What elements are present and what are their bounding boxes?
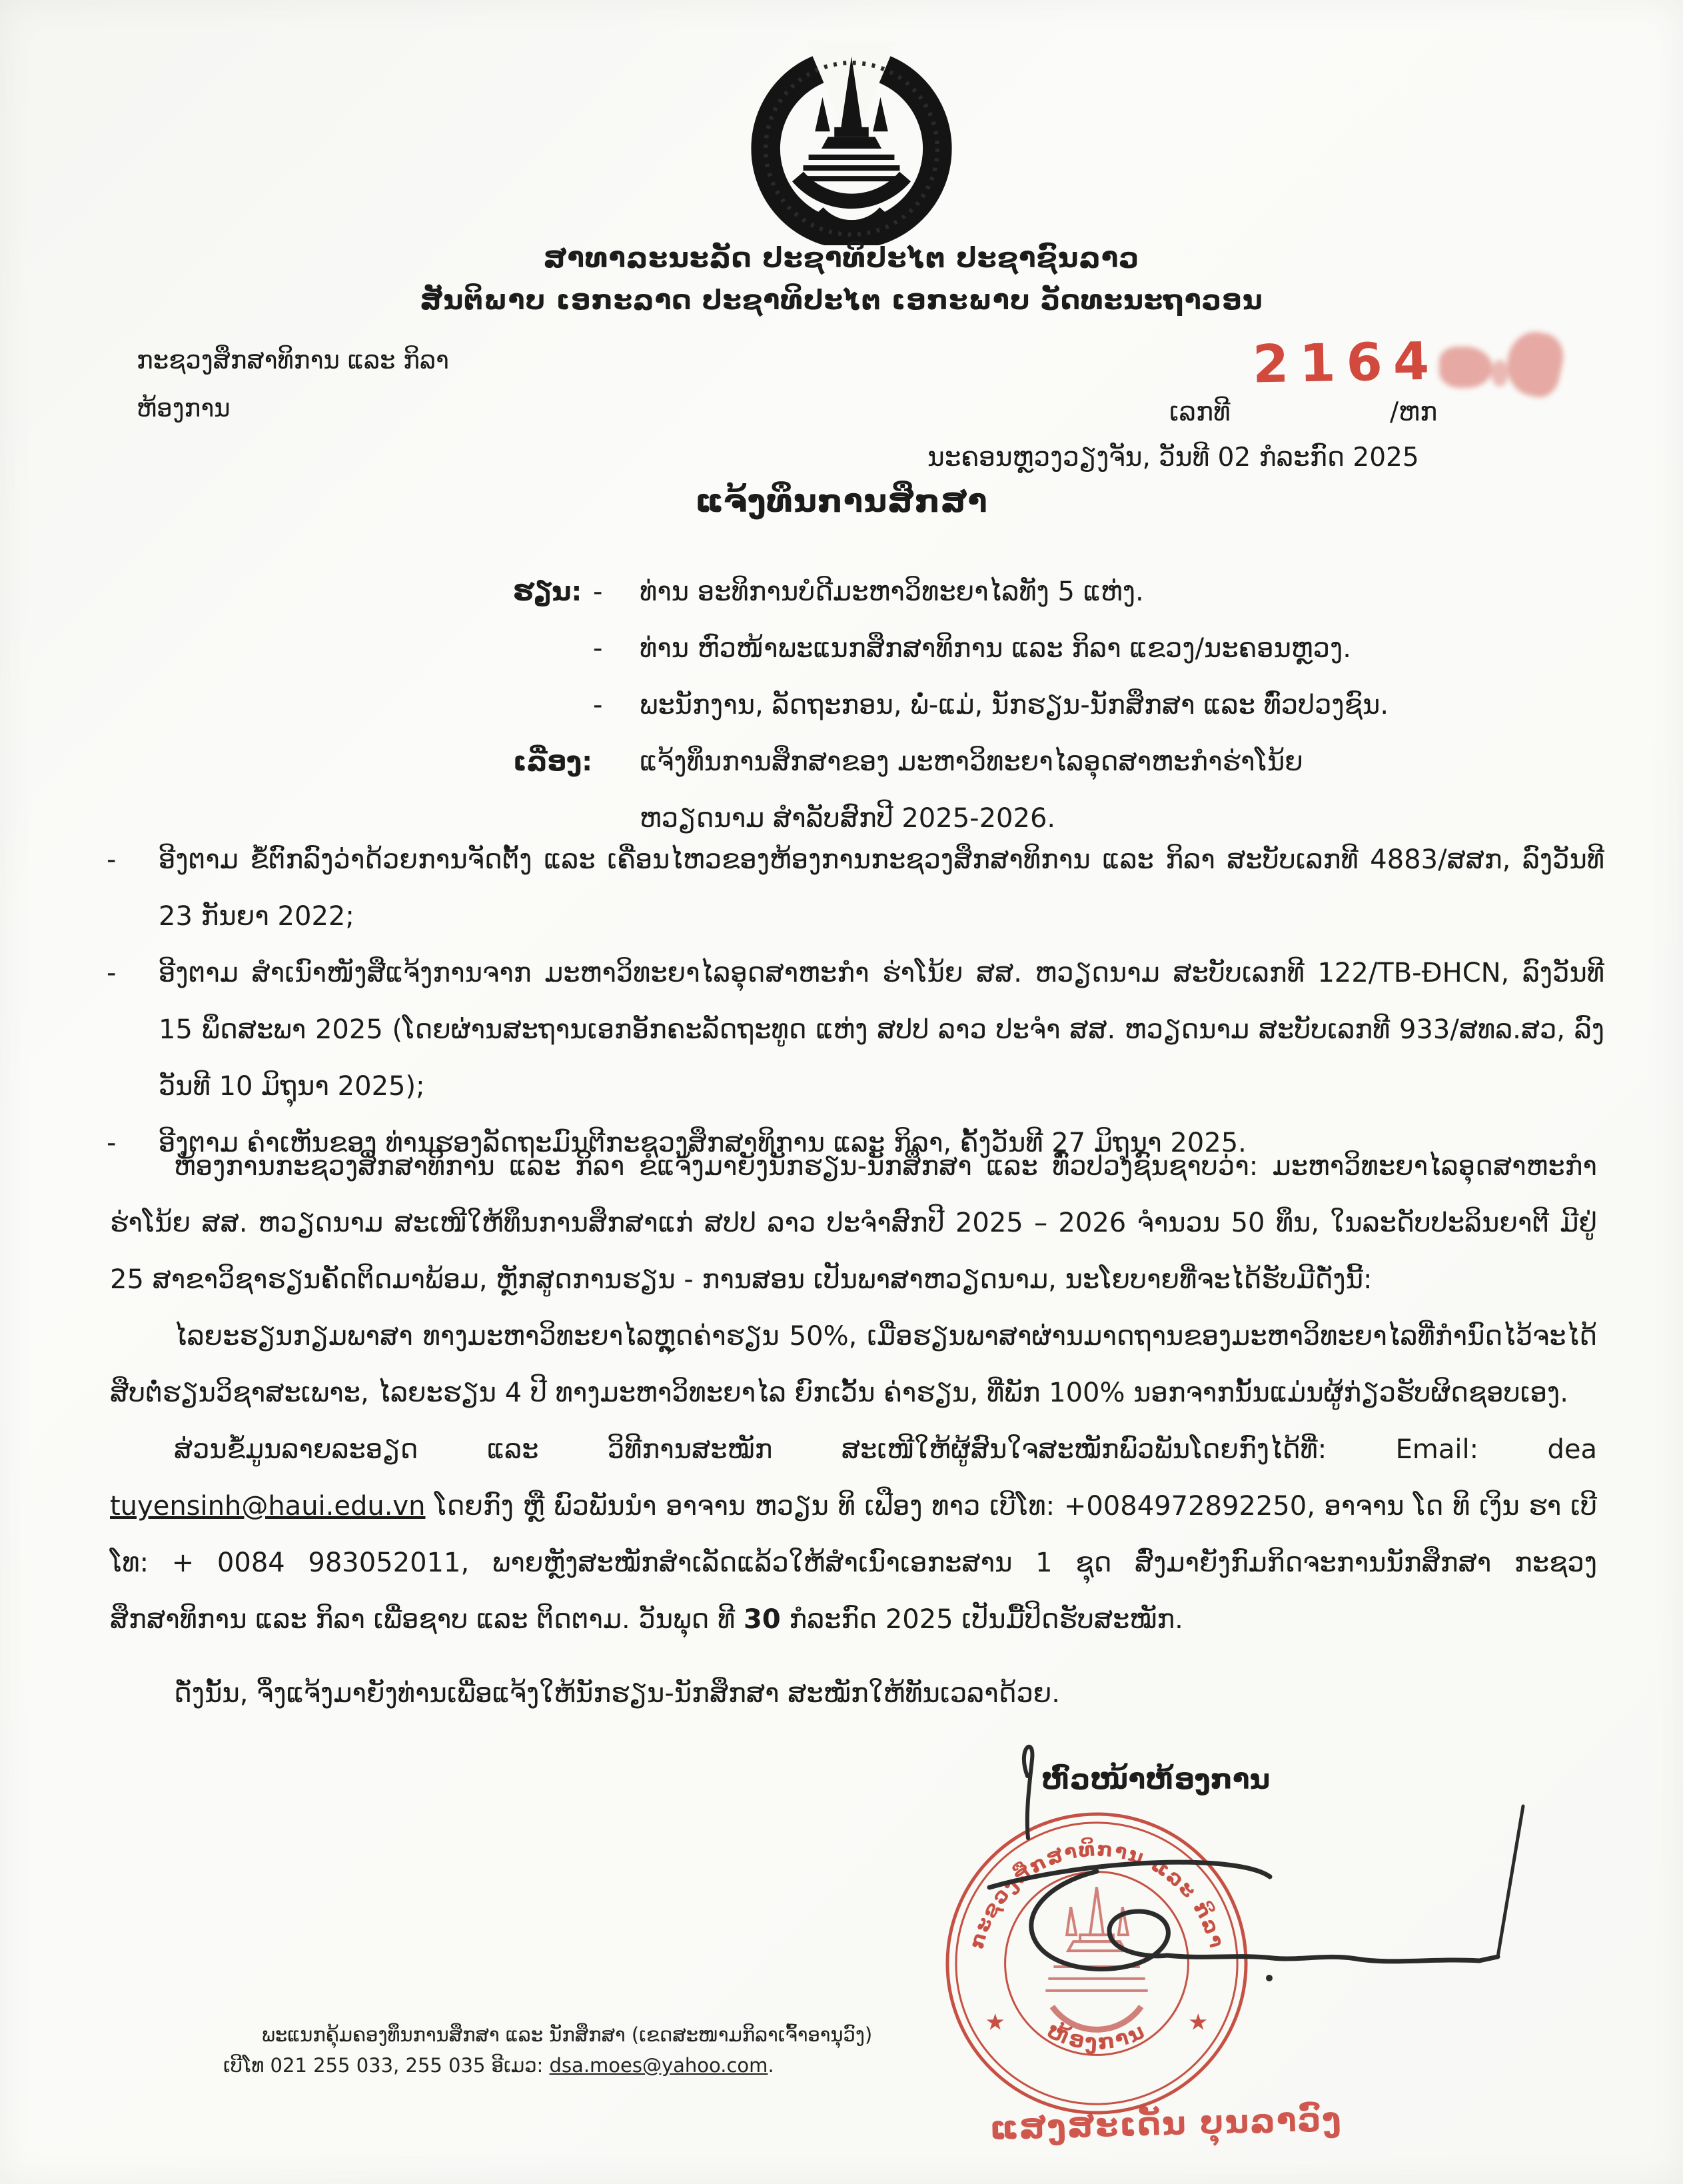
body-paragraph-2: ໄລຍະຮຽນກຽມພາສາ ທາງມະຫາວິທະຍາໄລຫຼຸດຄ່າຮຽນ 50%, ເມື່ອຮຽນພາສາຜ່ານມາດຖານຂອງມະຫາວິທະຍາໄລທີ່ກຳນົດໄວ້ຈະໄດ້ສືບຕໍ່ຮຽນວິຊາສະເພາະ, ໄລຍະຮຽນ 4 ປີ ທາງມະຫາວິທະຍາໄລ ຍົກເວັ້ນ ຄ່າຮຽນ, ທີ່ພັກ 100% ນອກຈາກນັ້ນແມ່ນຜູ້ກ່ຽວຮັບຜິດຊອບເອງ. — [110, 1321, 1597, 1408]
footer-contact-block — [223, 2019, 872, 2081]
spacer — [513, 677, 593, 734]
bullet-dash: - — [107, 844, 117, 875]
red-ink-smudge — [1439, 347, 1492, 388]
country-motto-line1: ສາທາລະນະລັດ ປະຊາທິປະໄຕ ປະຊາຊົນລາວ — [543, 241, 1140, 274]
contact-detail: ໂດຍກົງ ຫຼື ພົວພັນນຳ ອາຈານ ຫວຽນ ທິ ເຟືອງ ທາວ ເບີໂທ: +0084972892250, ອາຈານ ໂດ ທິ ເງິນ ຮາ ເບີໂທ: + 0084 983052011, ພາຍຫຼັງສະໝັກສຳເລັດແລ້ວໃຫ້ສຳເນົາເອກະສານ 1 ຊຸດ ສົ່ງມາຍັງກົມກິດຈະການນັກສຶກສາ ກະຊວງສຶກສາທິການ ແລະ ກິລາ ເພື່ອຊາບ ແລະ ຕິດຕາມ. ວັນພຸດ ທີ — [110, 1491, 1598, 1635]
signature-dot — [1266, 1975, 1273, 1981]
footer-email: dsa.moes@yahoo.com — [549, 2054, 768, 2077]
red-ink-smudge — [1491, 360, 1508, 387]
handwritten-signature — [926, 1713, 1559, 1999]
office-name: ຫ້ອງການ — [137, 394, 231, 423]
email-address: tuyensinh@haui.edu.vn — [110, 1491, 426, 1522]
place-and-date: ນະຄອນຫຼວງວຽງຈັນ, ວັນທີ 02 ກໍລະກົດ 2025 — [927, 443, 1419, 473]
footer-contact-line — [223, 2050, 872, 2081]
emblem-side-spire-left — [815, 97, 830, 132]
signature-loop — [1031, 1871, 1169, 1969]
signature-tail — [1167, 1955, 1498, 1961]
body-paragraph-4: ດັ່ງນັ້ນ, ຈຶ່ງແຈ້ງມາຍັງທ່ານເພື່ອແຈ້ງໃຫ້ນັກຮຽນ-ນັກສຶກສາ ສະໝັກໃຫ້ທັນເວລາດ້ວຍ. — [174, 1678, 1060, 1709]
body-paragraph-1: ຫ້ອງການກະຊວງສຶກສາທິການ ແລະ ກິລາ ຂໍແຈ້ງມາຍັງນັກຮຽນ-ນັກສຶກສາ ແລະ ທົ່ວປວງຊົນຊາບວ່າ: ມະຫາວິທະຍາໄລອຸດສາຫະກຳ ຮ່າໂນ້ຍ ສສ. ຫວຽດນາມ ສະເໜີໃຫ້ທຶນການສຶກສາແກ່ ສປປ ລາວ ປະຈຳສົກປີ 2025 – 2026 ຈຳນວນ 50 ທຶນ, ໃນລະດັບປະລິນຍາຕີ ມີຢູ່ 25 ສາຂາວິຊາຮຽນຄັດຕິດມາພ້ອມ, ຫຼັກສູດການຮຽນ - ການສອນ ເປັນພາສາຫວຽດນາມ, ນະໂຍບາຍທີ່ຈະໄດ້ຮັບມີດັ່ງນີ້: — [110, 1151, 1597, 1295]
subject-line1: ແຈ້ງທຶນການສຶກສາຂອງ ມະຫາວິທະຍາໄລອຸດສາຫະກຳຮ່າໂນ້ຍ — [640, 746, 1303, 777]
bullet-dash: - — [593, 690, 603, 720]
red-ink-smudge — [1501, 327, 1568, 401]
bullet-dash: - — [593, 633, 603, 664]
signer-position-title: ຫົວໜ້າຫ້ອງການ — [1041, 1763, 1271, 1795]
emblem-stupa-base1 — [834, 127, 869, 137]
seal-top-text: ກະຊວງສຶກສາທິການ ແລະ ກິລາ — [965, 1837, 1229, 1951]
signer-name-red: ແສງສະເດັນ ບຸນລາວົງ — [989, 2100, 1343, 2147]
country-motto-line2: ສັນຕິພາບ ເອກະລາດ ປະຊາທິປະໄຕ ເອກະພາບ ວັດທະນະຖາວອນ — [420, 284, 1263, 316]
subject-line2: ຫວຽດນາມ ສຳລັບສົກປີ 2025-2026. — [640, 803, 1056, 834]
subject-label: ເລື່ອງ: — [513, 746, 593, 777]
signature-cross-stroke — [989, 1862, 1270, 1887]
footer-department: ພະແນກຄຸ້ມຄອງທຶນການສຶກສາ ແລະ ນັກສຶກສາ (ເຂດສະໜາມກິລາເຈົ້າອານຸວົງ) — [262, 2023, 873, 2046]
spacer — [593, 734, 640, 790]
ministry-name: ກະຊວງສຶກສາທິການ ແລະ ກິລາ — [137, 346, 449, 375]
bullet-dash: - — [107, 958, 117, 988]
emblem-stupa-base2 — [822, 137, 881, 149]
reference-text: ອີງຕາມ ຂໍ້ຕົກລົງວ່າດ້ວຍການຈັດຕັ້ງ ແລະ ເຄື່ອນໄຫວຂອງຫ້ອງການກະຊວງສຶກສາທິການ ແລະ ກິລາ ສະບັບເລກທີ 4883/ສສກ, ລົງວັນທີ 23 ກັນຍາ 2022; — [159, 844, 1604, 932]
reference-item — [107, 832, 1604, 945]
recipient-item: ທ່ານ ຫົວໜ້າພະແນກສຶກສາທິການ ແລະ ກິລາ ແຂວງ/ນະຄອນຫຼວງ. — [640, 633, 1351, 664]
references-block — [107, 832, 1604, 1172]
contact-intro: ສ່ວນຂໍ້ມູນລາຍລະອຽດ ແລະ ວິທີການສະໝັກ ສະເໜີໃຫ້ຜູ້ສົນໃຈສະໝັກພົວພັນໂດຍກົງໄດ້ທີ່: Email: dea — [174, 1434, 1597, 1465]
footer-phone: ເບີໂທ 021 255 033, 255 035 ອີເມວ: — [223, 2054, 544, 2077]
lao-national-emblem — [738, 41, 965, 245]
recipient-item: ພະນັກງານ, ລັດຖະກອນ, ພໍ່-ແມ່, ນັກຮຽນ-ນັກສຶກສາ ແລະ ທົ່ວປວງຊົນ. — [640, 690, 1389, 720]
signature-flourish — [1024, 1747, 1033, 1838]
body-paragraph-3 — [110, 1422, 1597, 1648]
document-title: ແຈ້ງທຶນການສຶກສາ — [695, 483, 988, 520]
recipients-subject-block — [513, 564, 1592, 847]
reference-text: ອີງຕາມ ສຳເນົາໜັງສືແຈ້ງການຈາກ ມະຫາວິທະຍາໄລອຸດສາຫະກຳ ຮ່າໂນ້ຍ ສສ. ຫວຽດນາມ ສະບັບເລກທີ 122/TB-ĐHCN, ລົງວັນທີ 15 ພຶດສະພາ 2025 (ໂດຍຜ່ານສະຖານເອກອັກຄະລັດຖະທູດ ແຫ່ງ ສປປ ລາວ ປະຈຳ ສສ. ຫວຽດນາມ ສະບັບເລກທີ 933/ສທລ.ສວ, ລົງວັນທີ 10 ມິຖຸນາ 2025); — [159, 958, 1604, 1102]
letter-body — [110, 1138, 1597, 1722]
deadline-day: 30 — [743, 1604, 781, 1635]
seal-bottom-text: ຫ້ອງການ — [1043, 2017, 1150, 2055]
emblem-field-lines — [800, 157, 903, 179]
footer-period: . — [768, 2054, 774, 2077]
deadline-rest: ກໍລະກົດ 2025 ເປັນມື້ປິດຮັບສະໝັກ. — [789, 1604, 1183, 1635]
registry-number-stamp: 2164 — [1252, 331, 1440, 395]
reference-number-suffix: /ຫກ — [1390, 397, 1438, 427]
reference-item — [107, 945, 1604, 1115]
sender-block — [137, 337, 449, 433]
reference-text: ອີງຕາມ ຄຳເຫັນຂອງ ທ່ານຮອງລັດຖະມົນຕີກະຊວງສຶກສາທິການ ແລະ ກິລາ, ຄັ້ງວັນທີ 27 ມິຖຸນາ 2025. — [159, 1128, 1247, 1158]
spacer — [513, 620, 593, 677]
bullet-dash: - — [593, 576, 603, 607]
seal-star-right: ★ — [1188, 2009, 1209, 2035]
emblem-banner-arc — [820, 211, 884, 225]
to-label: ຮຽນ: — [513, 576, 582, 607]
bullet-dash: - — [107, 1128, 117, 1158]
reference-number-label: ເລກທີ — [1169, 397, 1231, 427]
recipient-item: ທ່ານ ອະທິການບໍດີມະຫາວິທະຍາໄລທັງ 5 ແຫ່ງ. — [640, 576, 1144, 607]
emblem-side-spire-right — [873, 97, 888, 132]
seal-star-left: ★ — [985, 2009, 1005, 2035]
signature-upstroke — [1498, 1806, 1523, 1957]
